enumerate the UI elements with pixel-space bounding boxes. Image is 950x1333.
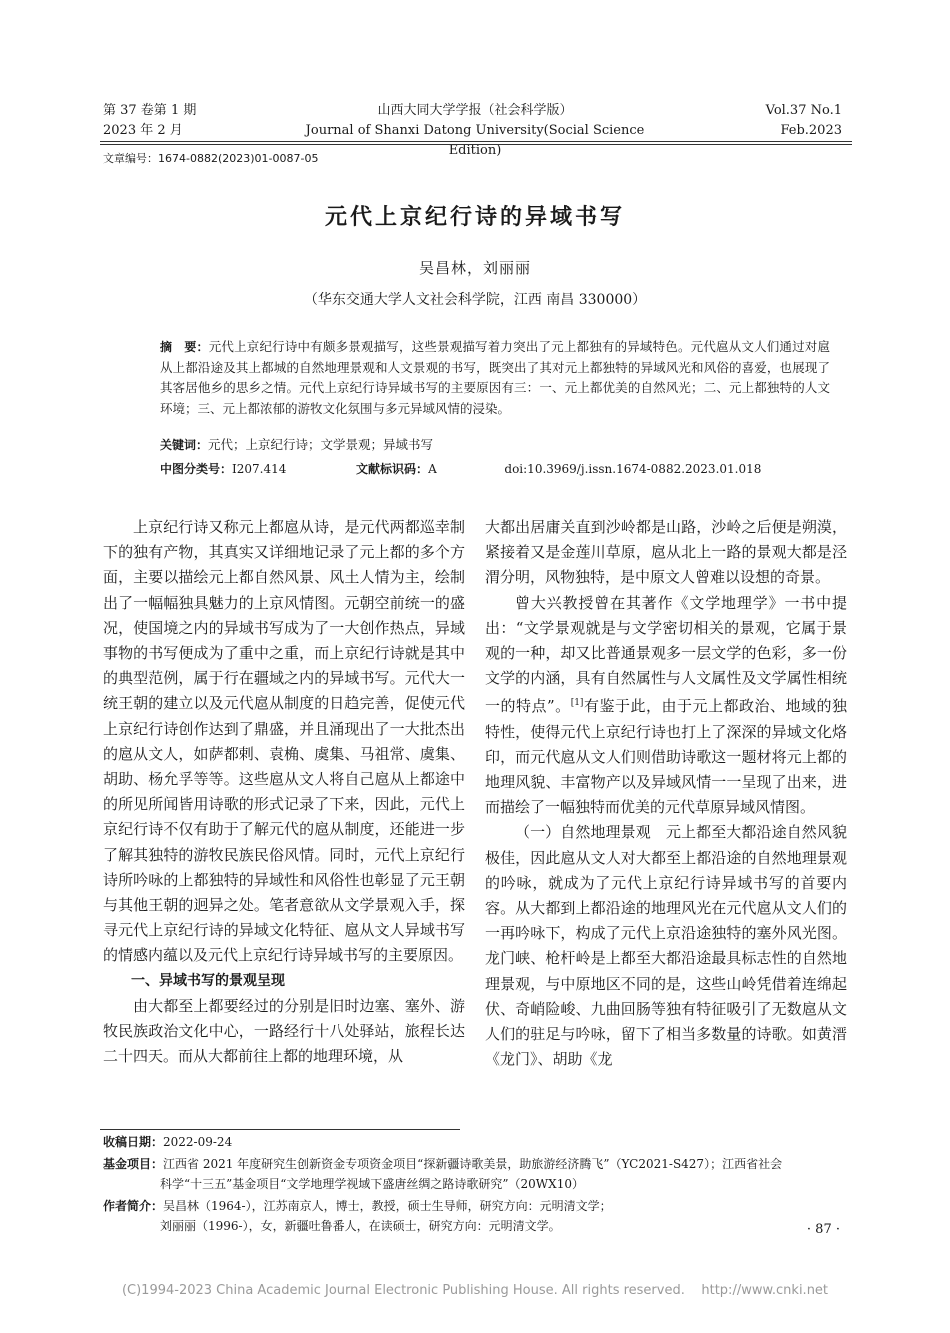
date-cn: 2023 年 2 月: [103, 123, 183, 138]
footnote-fund: [103, 1155, 858, 1194]
paragraph-text: 有鉴于此，由于元上都政治、地域的独特性，使得元代上京纪行诗也打上了深深的异域文化烙印，而元代扈从文人们则借助诗歌这一题材将元上都的地理风貌、丰富物产以及异域风情一一呈现了出来，进而描绘了一幅独特而优美的元代草原异域风情图。: [485, 697, 847, 817]
paragraph: 由大都至上都要经过的分别是旧时边塞、塞外、游牧民族政治文化中心，一路经行十八处驿站，旅程长达二十四天。而从大都前往上都的地理环境，从: [103, 996, 465, 1066]
abstract: [160, 337, 830, 419]
journal-name-en: Journal of Shanxi Datong University(Social Science Edition): [305, 123, 645, 158]
footnote-received: [103, 1133, 858, 1153]
clc-value: I207.414: [232, 462, 287, 476]
paragraph-text: 元上都至大都沿途自然风貌极佳，因此扈从文人对大都至上都沿途的自然地理景观的吟咏，就成为了元代上京纪行诗异域书写的首要内容。从大都到上都沿途的地理风光在元代扈从文人们的一再吟咏下，构成了元代上京沿途独特的塞外风光图。龙门峡、枪杆岭是上都至大都沿途最具标志性的自然地理景观，与中原地区不同的是，这些山岭凭借着连绵起伏、奇峭险峻、九曲回肠等独有特征吸引了无数扈从文人们的驻足与吟咏，留下了相当多数量的诗歌。如黄溍《龙门》、胡助《龙: [485, 823, 847, 1069]
paragraph-text: 曾大兴教授曾在其著作《文学地理学》一书中提出：“文学景观就是与文学密切相关的景观，它属于景观的一种，却又比普通景观多一层文学的色彩，多一份文学的内涵，具有自然属性与人文属性及文学属性相统一的特点”。: [485, 593, 847, 716]
received-value: 2022-09-24: [163, 1135, 233, 1149]
date-en: Feb.2023: [780, 123, 842, 138]
article-title: 元代上京纪行诗的异域书写: [324, 204, 625, 230]
classification-line: [160, 460, 850, 477]
page-number: · 87 ·: [806, 1222, 840, 1237]
fund-label: 基金项目：: [103, 1157, 164, 1171]
header-left: [103, 101, 196, 141]
keywords-text: 元代；上京纪行诗；文学景观；异域书写: [208, 437, 434, 452]
volume-issue-en: Vol.37 No.1: [765, 103, 842, 118]
footnote-rule: [100, 1129, 460, 1130]
doi: doi:10.3969/j.issn.1674-0882.2023.01.018: [504, 462, 762, 476]
header-center: [290, 101, 660, 161]
fund-value-cont: 科学“十三五”基金项目“文学地理学视域下盛唐丝绸之路诗歌研究”（20WX10）: [160, 1176, 584, 1191]
journal-name-cn: 山西大同大学学报（社会科学版）: [377, 103, 573, 118]
clc-label: 中图分类号：: [160, 462, 233, 476]
subsection-heading: （一）自然地理景观: [515, 823, 651, 842]
authors: 吴昌林，刘丽丽: [418, 259, 531, 277]
abstract-text: 元代上京纪行诗中有颇多景观描写，这些景观描写着力突出了元上都独有的异域特色。元代扈从文人们通过对扈从上都沿途及其上都城的自然地理景观和人文景观的书写，既突出了其对元上都独特的异域风光和风俗的喜爱，也展现了其客居他乡的思乡之情。元代上京纪行诗异域书写的主要原因有三：一、元上都优美的自然风光；二、元上都独特的人文环境；三、元上都浓郁的游牧文化氛围与多元异域风情的浸染。: [160, 339, 830, 416]
copyright-line: (C)1994-2023 China Academic Journal Electronic Publishing House. All rights reserved. http://www.cnki.net: [121, 1283, 829, 1298]
doc-code-value: A: [428, 462, 437, 476]
doc-code-label: 文献标识码：: [356, 462, 429, 476]
footnote-author: [103, 1197, 858, 1236]
fund-value: 江西省 2021 年度研究生创新资金专项资金项目“探新疆诗歌美景，助旅游经济腾飞”（YC2021-S427）；江西省社会: [163, 1157, 783, 1171]
body-left-column: [103, 515, 465, 1069]
paragraph: 大都出居庸关直到沙岭都是山路，沙岭之后便是朔漠，紧接着又是金莲川草原，扈从北上一路的景观大都是泾渭分明，风物独特，是中原文人曾难以设想的奇景。: [485, 518, 847, 587]
received-label: 收稿日期：: [103, 1135, 164, 1149]
paragraph: [485, 820, 847, 1072]
author-label: 作者简介：: [103, 1199, 164, 1213]
body-right-column: [485, 515, 847, 1072]
paragraph: 上京纪行诗又称元上都扈从诗，是元代两都巡幸制下的独有产物，其真实又详细地记录了元上都的多个方面，主要以描绘元上都自然风景、风土人情为主，绘制出了一幅幅独具魅力的上京风情图。元朝空前统一的盛况，使国境之内的异域书写成为了一大创作热点，异域事物的书写便成为了重中之重，而上京纪行诗就是其中的典型范例，属于行在疆域之内的异域书写。元代大一统王朝的建立以及元代扈从制度的日趋完善，促使元代上京纪行诗创作达到了鼎盛，并且涌现出了一大批杰出的扈从文人，如萨都剌、袁桷、虞集、马祖常、虞集、胡助、杨允孚等等。这些扈从文人将自己扈从上都途中的所见所闻皆用诗歌的形式记录了下来，因此，元代上京纪行诗不仅有助于了解元代的扈从制度，还能进一步了解其独特的游牧民族民俗风情。同时，元代上京纪行诗所吟咏的上都独特的异域性和风俗性也彰显了元王朝与其他王朝的迥异之处。笔者意欲从文学景观入手，探寻元代上京纪行诗的异域文化特征、扈从文人异域书写的情感内蕴以及元代上京纪行诗异域书写的主要原因。: [103, 518, 465, 965]
abstract-label: 摘 要：: [160, 340, 209, 354]
author-value: 吴昌林（1964-），江苏南京人，博士，教授，硕士生导师，研究方向：元明清文学；: [163, 1199, 612, 1213]
article-number: 文章编号：1674-0882(2023)01-0087-05: [103, 152, 319, 165]
header-rule: [100, 141, 852, 142]
section-heading: 一、异域书写的景观呈现: [131, 972, 285, 989]
author-value-cont: 刘丽丽（1996-），女，新疆吐鲁番人，在读硕士，研究方向：元明清文学。: [160, 1218, 561, 1233]
header-rule-double: [100, 144, 852, 145]
paragraph: [485, 591, 847, 821]
keywords: [160, 435, 433, 453]
volume-issue-cn: 第 37 卷第 1 期: [103, 103, 197, 118]
citation-ref[interactable]: [1]: [570, 698, 584, 709]
affiliation: （华东交通大学人文社会科学院，江西 南昌 330000）: [303, 292, 647, 308]
header-right: [766, 101, 842, 141]
keywords-label: 关键词：: [160, 438, 209, 452]
